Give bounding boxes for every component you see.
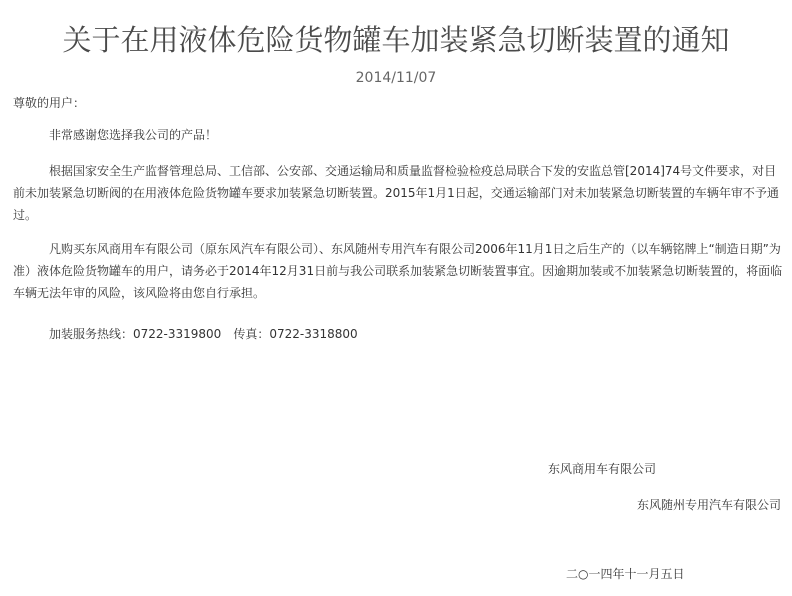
signature-date: 二○一四年十一月五日 <box>566 567 685 581</box>
paragraph-regulation: 根据国家安全生产监督管理总局、工信部、公安部、交通运输局和质量监督检验检疫总局联合下发的安监总管[2014]74号文件要求，对目前未加装紧急切断阀的在用液体危险货物罐车要求加装紧急切断装置。2015年1月1日起，交通运输部门对未加装紧急切断装置的车辆年审不予通过。 <box>13 164 779 222</box>
salutation: 尊敬的用户： <box>13 96 86 110</box>
contact-line <box>13 323 783 345</box>
publish-date: 2014/11/07 <box>355 70 437 86</box>
paragraph-thanks: 非常感谢您选择我公司的产品！ <box>49 128 218 142</box>
signature-suizhou-special-vehicle: 东风随州专用汽车有限公司 <box>637 498 782 512</box>
fax-number: 传真：0722-3318800 <box>233 327 358 341</box>
service-hotline: 加装服务热线：0722-3319800 <box>49 327 222 341</box>
paragraph-instructions: 凡购买东风商用车有限公司（原东风汽车有限公司）、东风随州专用汽车有限公司2006年11月1日之后生产的（以车辆铭牌上“制造日期”为准）液体危险货物罐车的用户，请务必于2014年12月31日前与我公司联系加装紧急切断装置事宜。因逾期加装或不加装紧急切断装置的，将面临车辆无法年审的风险，该风险将由您自行承担。 <box>13 242 783 300</box>
signature-commercial-vehicle: 东风商用车有限公司 <box>548 462 657 476</box>
page-title: 关于在用液体危险货物罐车加装紧急切断装置的通知 <box>62 23 730 57</box>
